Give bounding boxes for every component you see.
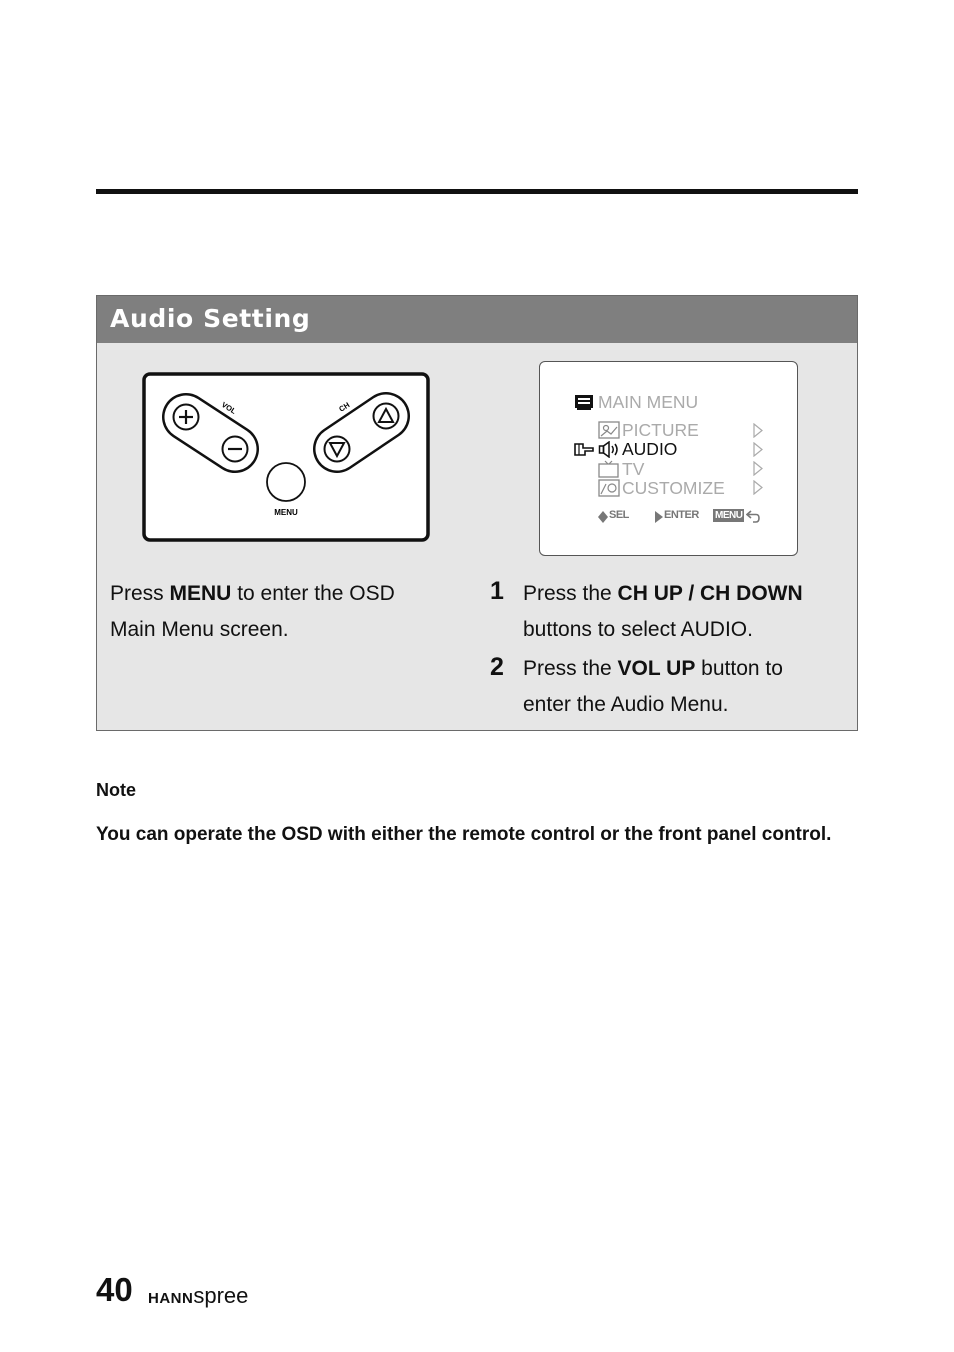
osd-main-menu bbox=[539, 361, 798, 556]
chevron-right-icon bbox=[753, 480, 763, 495]
menu-button[interactable] bbox=[267, 463, 305, 501]
play-arrow-icon bbox=[655, 511, 663, 523]
top-rule bbox=[96, 189, 858, 194]
customize-icon bbox=[598, 479, 620, 497]
step-1-number: 1 bbox=[490, 577, 504, 605]
return-arrow-icon bbox=[746, 510, 760, 523]
ch-label: CH bbox=[337, 400, 352, 414]
pointing-hand-icon bbox=[573, 441, 595, 457]
chevron-right-icon bbox=[753, 461, 763, 476]
osd-item-tv[interactable]: TV bbox=[622, 459, 645, 479]
panel-title: Audio Setting bbox=[110, 304, 311, 333]
vol-down-button[interactable] bbox=[223, 437, 248, 462]
front-panel-illustration bbox=[142, 372, 430, 542]
vol-up-button[interactable] bbox=[174, 405, 199, 430]
ch-up-button[interactable] bbox=[374, 404, 399, 429]
chevron-right-icon bbox=[753, 423, 763, 438]
page-number: 40 bbox=[96, 1271, 133, 1308]
vol-label: VOL bbox=[219, 400, 238, 416]
step-2-number: 2 bbox=[490, 653, 504, 681]
panel-header bbox=[97, 296, 857, 343]
left-instruction: Press MENU to enter the OSD Main Menu screen. bbox=[110, 582, 395, 641]
audio-setting-panel bbox=[96, 295, 858, 731]
osd-footer-menu: MENU bbox=[715, 510, 743, 521]
osd-footer-enter: ENTER bbox=[664, 509, 699, 521]
ch-down-button[interactable] bbox=[325, 437, 350, 462]
menu-label: MENU bbox=[274, 508, 298, 517]
updown-diamond-icon bbox=[598, 511, 608, 523]
chevron-right-icon bbox=[753, 442, 763, 457]
osd-heading: MAIN MENU bbox=[598, 392, 699, 412]
osd-footer-sel: SEL bbox=[609, 509, 629, 521]
osd-item-customize[interactable]: CUSTOMIZE bbox=[622, 478, 725, 498]
step-2-text: Press the VOL UP button to enter the Audio Menu. bbox=[523, 657, 783, 716]
osd-item-audio[interactable]: AUDIO bbox=[622, 439, 678, 459]
main-menu-icon bbox=[574, 394, 594, 411]
note-body: You can operate the OSD with either the remote control or the front panel control. bbox=[96, 824, 832, 845]
picture-icon bbox=[598, 421, 620, 439]
menu-keyword: MENU bbox=[169, 582, 232, 605]
note-title: Note bbox=[96, 780, 136, 800]
vol-up-keyword: VOL UP bbox=[617, 657, 696, 680]
speaker-icon bbox=[598, 441, 620, 458]
step-1-text: Press the CH UP / CH DOWN buttons to select AUDIO. bbox=[523, 582, 803, 641]
osd-item-picture[interactable]: PICTURE bbox=[622, 420, 699, 440]
tv-icon bbox=[598, 460, 620, 478]
ch-keyword: CH UP / CH DOWN bbox=[617, 582, 803, 605]
brand-logo: HANNspree bbox=[148, 1283, 249, 1308]
